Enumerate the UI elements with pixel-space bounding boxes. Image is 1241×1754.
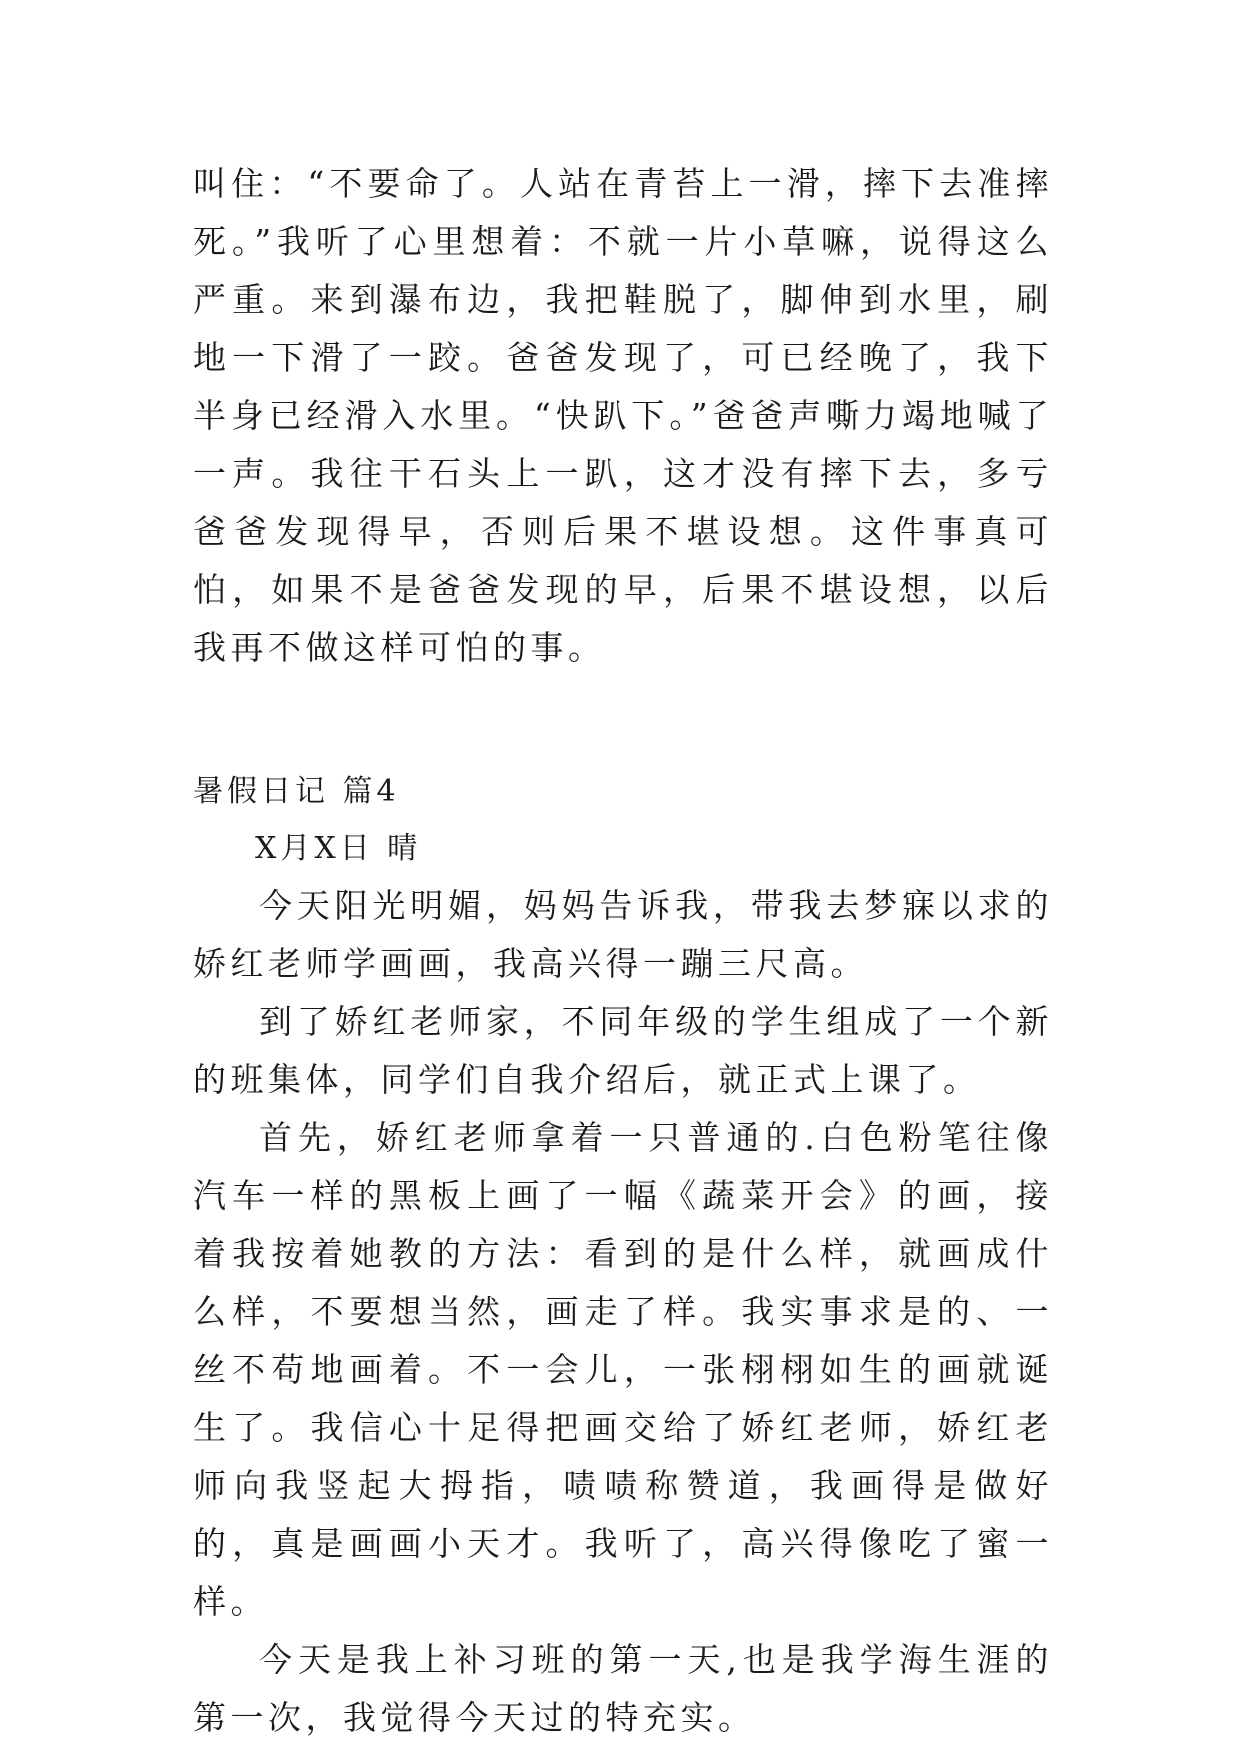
section-spacer bbox=[193, 677, 1053, 763]
paragraph-1: 今天阳光明媚，妈妈告诉我，带我去梦寐以求的娇红老师学画画，我高兴得一蹦三尺高。 bbox=[193, 886, 1053, 983]
paragraph-2: 到了娇红老师家，不同年级的学生组成了一个新的班集体，同学们自我介绍后，就正式上课了。 bbox=[193, 1002, 1053, 1099]
continuation-paragraph: 叫住：“不要命了。人站在青苔上一滑，摔下去准摔死。”我听了心里想着：不就一片小草嘛，说得这么严重。来到瀑布边，我把鞋脱了，脚伸到水里，刷地一下滑了一跤。爸爸发现了，可已经晚了，我下半身已经滑入水里。“快趴下。”爸爸声嘶力竭地喊了一声。我往干石头上一趴，这才没有摔下去，多亏爸爸发现得早，否则后果不堪设想。这件事真可怕，如果不是爸爸发现的早，后果不堪设想，以后我再不做这样可怕的事。 bbox=[193, 164, 1053, 667]
section-title: 暑假日记 篇4 bbox=[193, 774, 400, 809]
paragraph-3: 首先，娇红老师拿着一只普通的.白色粉笔往像汽车一样的黑板上画了一幅《蔬菜开会》的画，接着我按着她教的方法：看到的是什么样，就画成什么样，不要想当然，画走了样。我实事求是的、一丝不苟地画着。不一会儿，一张栩栩如生的画就诞生了。我信心十足得把画交给了娇红老师，娇红老师向我竖起大拇指，啧啧称赞道，我画得是做好的，真是画画小天才。我听了，高兴得像吃了蜜一样。 bbox=[193, 1118, 1053, 1621]
diary-date-line: X月X日 晴 bbox=[255, 831, 422, 866]
document-page bbox=[193, 155, 1053, 1747]
paragraph-4: 今天是我上补习班的第一天,也是我学海生涯的第一次，我觉得今天过的特充实。 bbox=[193, 1640, 1053, 1737]
